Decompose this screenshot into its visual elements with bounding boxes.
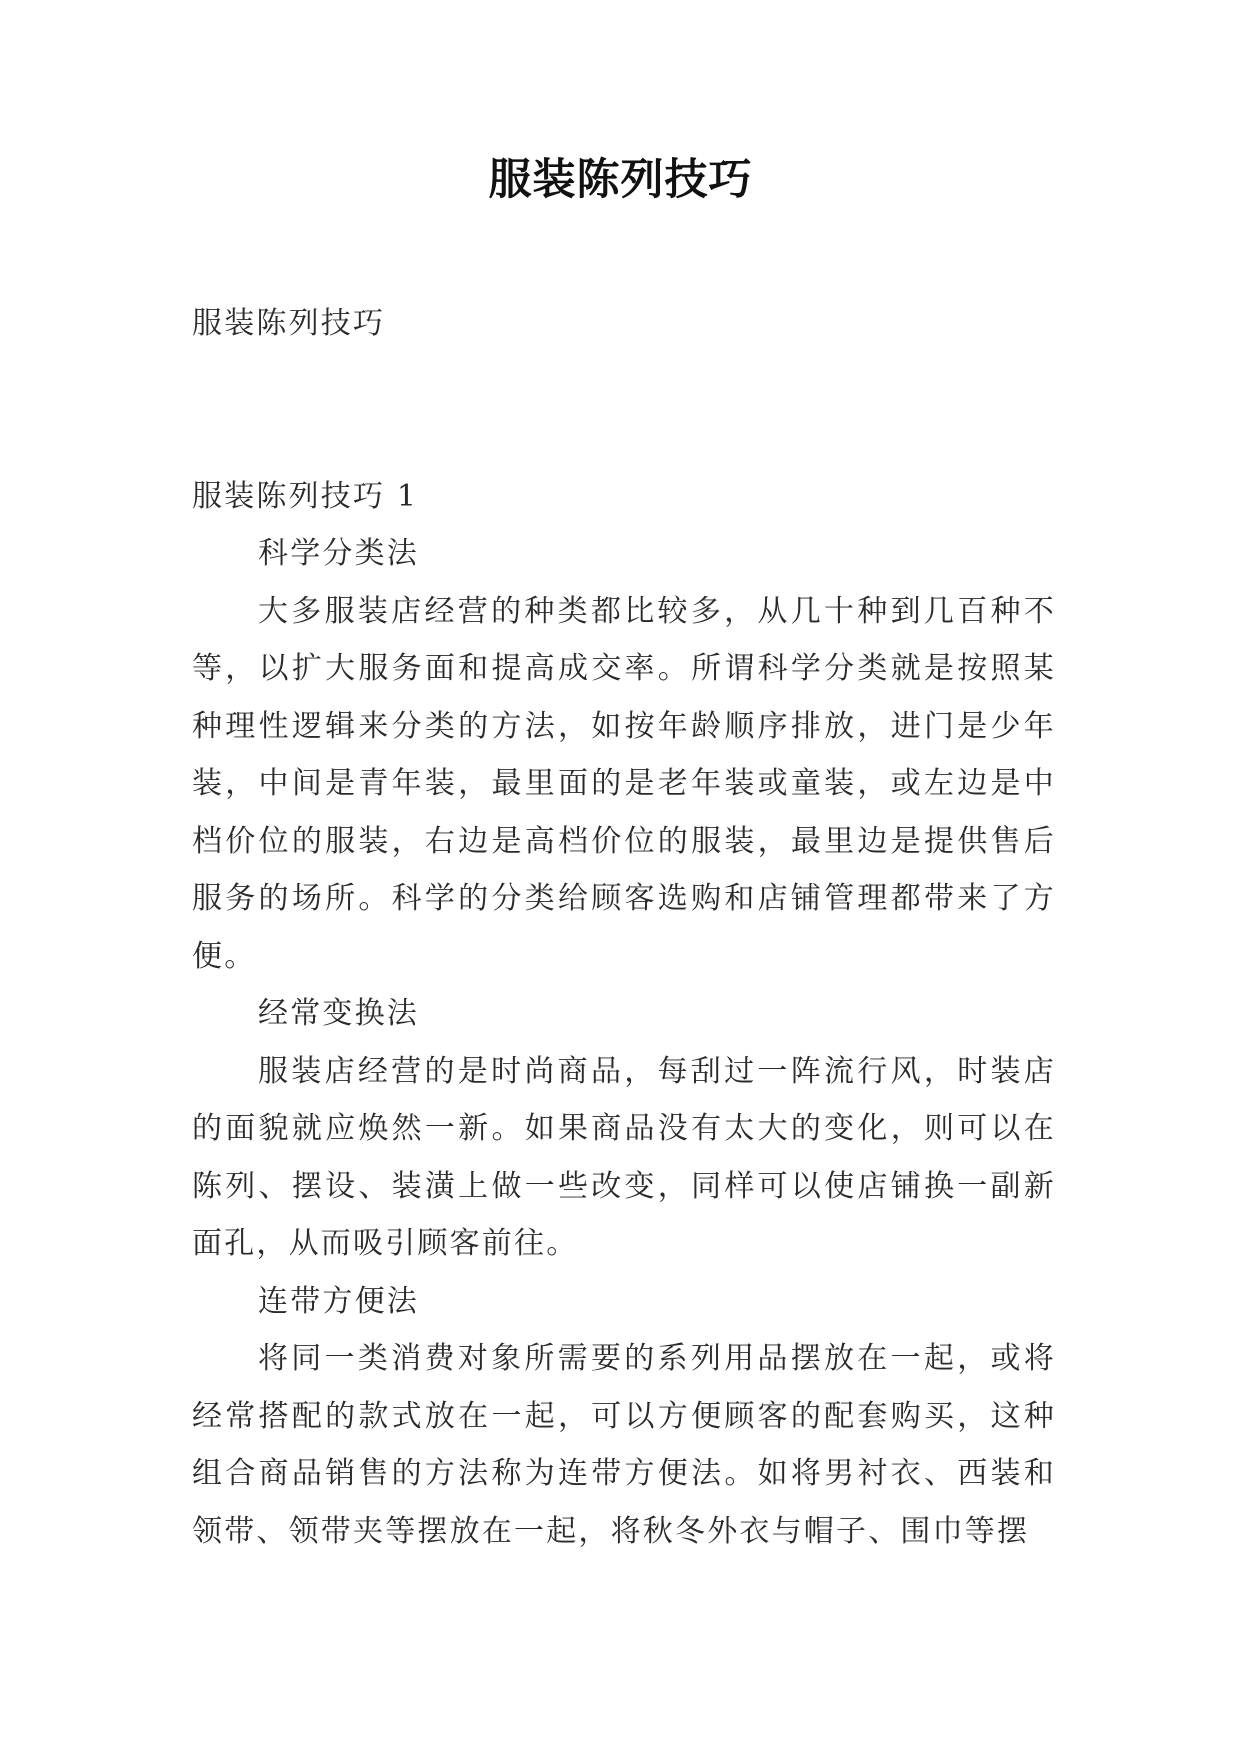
blank-lines — [192, 353, 1056, 468]
subsection-heading-frequent-change: 经常变换法 — [258, 996, 419, 1031]
page-title: 服装陈列技巧 — [488, 155, 753, 205]
paragraph-frequent-change: 服装店经营的是时尚商品，每刮过一阵流行风，时装店的面貌就应焕然一新。如果商品没有太大的变化，则可以在陈列、摆设、装潢上做一些改变，同样可以使店铺换一副新面孔，从而吸引顾客前往。 — [192, 1053, 1056, 1261]
paragraph-bundled-convenience: 将同一类消费对象所需要的系列用品摆放在一起，或将经常搭配的款式放在一起，可以方便顾客的配套购买，这种组合商品销售的方法称为连带方便法。如将男衬衣、西装和领带、领带夹等摆放在一起，将秋冬外衣与帽子、围巾等摆 — [192, 1341, 1056, 1549]
document-subtitle: 服装陈列技巧 — [192, 306, 386, 341]
subsection-heading-bundled-convenience: 连带方便法 — [258, 1283, 419, 1319]
subsection-heading-classification: 科学分类法 — [258, 536, 419, 571]
document-body — [192, 295, 1056, 1560]
paragraph-classification: 大多服装店经营的种类都比较多，从几十种到几百种不等，以扩大服务面和提高成交率。所谓科学分类就是按照某种理性逻辑来分类的方法，如按年龄顺序排放，进门是少年装，中间是青年装，最里面的是老年装或童装，或左边是中档价位的服装，右边是高档价位的服装，最里边是提供售后服务的场所。科学的分类给顾客选购和店铺管理都带来了方便。 — [192, 593, 1056, 974]
section-heading: 服装陈列技巧 1 — [192, 478, 419, 514]
